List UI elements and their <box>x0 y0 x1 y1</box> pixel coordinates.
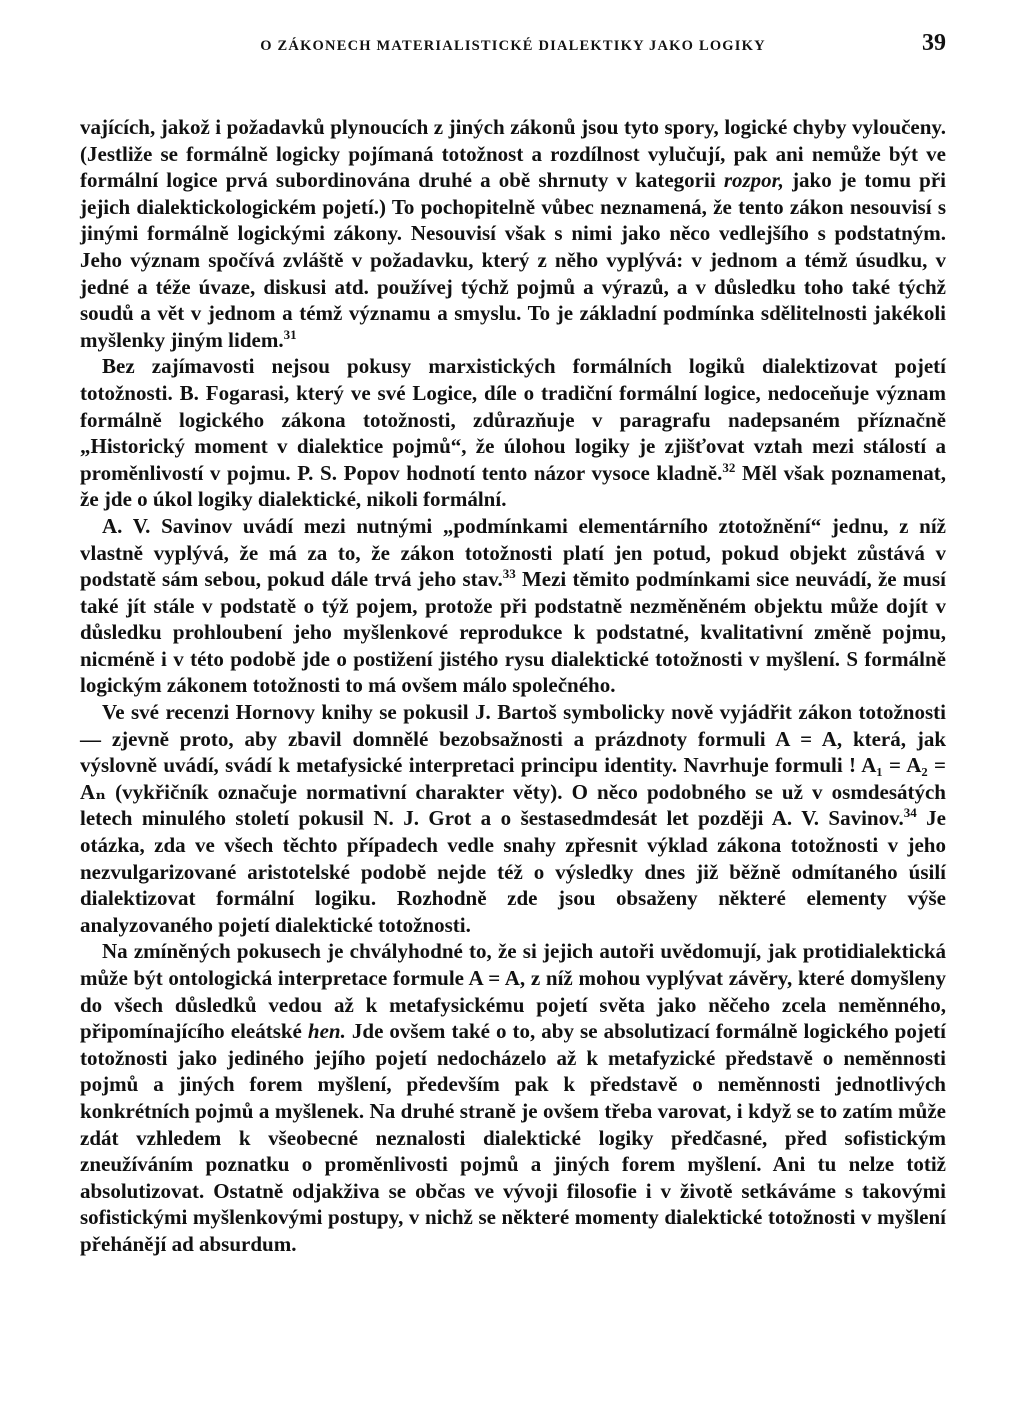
text-run: Jde ovšem také o to, aby se absolutizací formálně logického pojetí totožnosti jako jediného jejího pojetí nedocházelo až k metafyzické představě o neměnnosti pojmů a jiných forem myšlení, především pak k představě o neměnnosti jednotlivých konkrétních pojmů a myšlenek. Na druhé straně je ovšem třeba varovat, i když se to zatím může zdát vzhledem k všeobecné neznalosti dialektické logiky předčasné, před sofistickým zneužíváním poznatku o proměnlivosti pojmů a jiných forem myšlení. Ani tu nelze totiž absolutizovat. Ostatně odjakživa se občas ve vývoji filosofie i v životě setkáváme s takovými sofistickými myšlenkovými postupy, v nichž se některé momenty dialektické totožnosti v myšlení přehánějí ad absurdum. <box>80 1019 946 1256</box>
running-head <box>80 30 946 64</box>
paragraph-4 <box>80 699 946 938</box>
text-run: Na zmíněných pokusech je chvályhodné to, že si jejich autoři uvědomují, jak protidialektická může být ontologická interpretace formule A = A, z níž mohou vyplývat závěry, které domyšleny do všech důsledků vedou až k metafysickému pojetí světa jako něčeho zcela neměnného, připomínajícího eleátské <box>80 939 946 1044</box>
italic-term: rozpor, <box>723 168 784 193</box>
footnote-ref-31: 31 <box>283 326 297 342</box>
page-number: 39 <box>922 30 946 56</box>
text-run: Ve své recenzi Hornovy knihy se pokusil J. Bartoš symbolicky nově vyjádřit zákon totožnosti — zjevně proto, aby zbavil domnělé bezobsažnosti a prázdnoty formuli A = A, která, jak výslovně uvádí, svádí k metafysické interpretaci principu identity. Navrhuje formuli ! A₁ = A₂ = Aₙ (vykřičník označuje normativní charakter věty). O něco podobného se už v osmdesátých letech minulého století pokusil N. J. Grot a o šestasedmdesát let později A. V. Savinov. <box>80 700 946 831</box>
text-run: Měl však poznamenat, že jde o úkol logiky dialektické, nikoli formální. <box>80 460 947 512</box>
book-page <box>80 30 946 1258</box>
paragraph-2 <box>80 353 946 513</box>
text-run: jako je tomu při jejich dialektickologickém pojetí.) To pochopitelně vůbec neznamená, že tento zákon nesouvisí s jinými formálně logickými zákony. Nesouvisí však s nimi jako něco vedlejšího s podstatným. Jeho význam spočívá zvláště v požadavku, který z něho vyplývá: v jednom a témž úsudku, v jedné a téže úvaze, diskusi atd. používej týchž pojmů a výrazů, a v důsledku toho také týchž soudů a vět v jednom a témž významu a smyslu. To je základní podmínka sdělitelnosti jakékoli myšlenky jiným lidem. <box>80 168 946 352</box>
italic-term: hen. <box>307 1019 346 1044</box>
running-title: O ZÁKONECH MATERIALISTICKÉ DIALEKTIKY JAKO LOGIKY <box>260 38 766 54</box>
footnote-ref-32: 32 <box>722 459 736 475</box>
text-run: A. V. Savinov uvádí mezi nutnými „podmínkami elementárního ztotožnění“ jednu, z níž vlastně vyplývá, že má za to, že zákon totožnosti platí jen potud, pokud objekt zůstává v podstatě sám sebou, pokud dále trvá jeho stav. <box>80 513 946 592</box>
footnote-ref-33: 33 <box>502 566 516 582</box>
paragraph-3 <box>80 513 946 699</box>
text-run: vajících, jakož i požadavků plynoucích z jiných zákonů jsou tyto spory, logické chyby vyloučeny. (Jestliže se formálně logicky pojímaná totožnost a rozdílnost vylučují, pak ani nemůže být ve formální logice prvá subordinována druhé a obě shrnuty v kategorii <box>80 115 946 193</box>
paragraph-5 <box>80 938 946 1257</box>
body-text <box>80 114 946 1258</box>
text-run: Je otázka, zda ve všech těchto případech vedle snahy zpřesnit výklad zákona totožnosti v jeho nezvulgarizované aristotelské podobě nejde též o výsledky dnes již běžně odmítaného úsilí dialektizovat formální logiku. Rozhodně zde jsou obsaženy některé elementy výše analyzovaného pojetí dialektické totožnosti. <box>80 806 946 937</box>
text-run: Mezi těmito podmínkami sice neuvádí, že musí také jít stále v podstatě o týž pojem, protože při podstatně nezměněném objektu může dojít v důsledku prohloubení jeho myšlenkové reprodukce k podstatné, kvalitativní změně pojmu, nicméně i v této podobě jde o postižení jistého rysu dialektické totožnosti v myšlení. S formálně logickým zákonem totožnosti to má ovšem málo společného. <box>80 567 946 698</box>
text-run: Bez zajímavosti nejsou pokusy marxistických formálních logiků dialektizovat pojetí totožnosti. B. Fogarasi, který ve své Logice, díle o tradiční formální logice, nedoceňuje význam formálně logického zákona totožnosti, zdůrazňuje v paragrafu nadepsaném příznačně „Historický moment v dialektice pojmů“, že úlohou logiky je zjišťovat vztah mezi stálostí a proměnlivostí v pojmu. P. S. Popov hodnotí tento názor vysoce kladně. <box>80 354 946 485</box>
paragraph-1 <box>80 114 946 353</box>
footnote-ref-34: 34 <box>903 805 917 821</box>
